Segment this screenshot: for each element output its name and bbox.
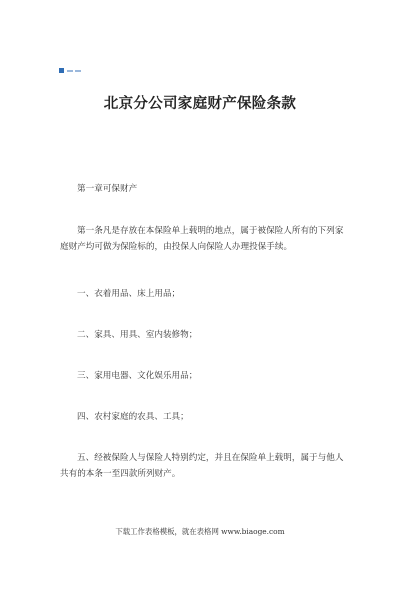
logo-bars bbox=[67, 70, 81, 72]
list-item-3: 三、家用电器、文化娱乐用品； bbox=[77, 371, 198, 381]
article-1: 第一条凡是存放在本保险单上载明的地点，属于被保险人所有的下列家庭财产均可做为保险标的，由投保人向保险人办理投保手续。 bbox=[60, 226, 344, 252]
list-item-2: 二、家具、用具、室内装修物； bbox=[77, 330, 198, 340]
document-title: 北京分公司家庭财产保险条款 bbox=[103, 96, 297, 112]
logo bbox=[59, 68, 81, 73]
list-item-1: 一、衣着用品、床上用品； bbox=[77, 289, 181, 299]
list-item-4: 四、农村家庭的农具、工具； bbox=[77, 412, 189, 422]
chapter-heading: 第一章可保财产 bbox=[77, 184, 138, 194]
biaoge-logo-icon bbox=[59, 68, 64, 73]
footer-text: 下载工作表格模板，就在表格网 www.biaoge.com bbox=[115, 527, 285, 536]
list-item-5: 五、经被保险人与保险人特别约定，并且在保险单上载明，属于与他人共有的本条一至四款所列财产。 bbox=[60, 453, 344, 479]
